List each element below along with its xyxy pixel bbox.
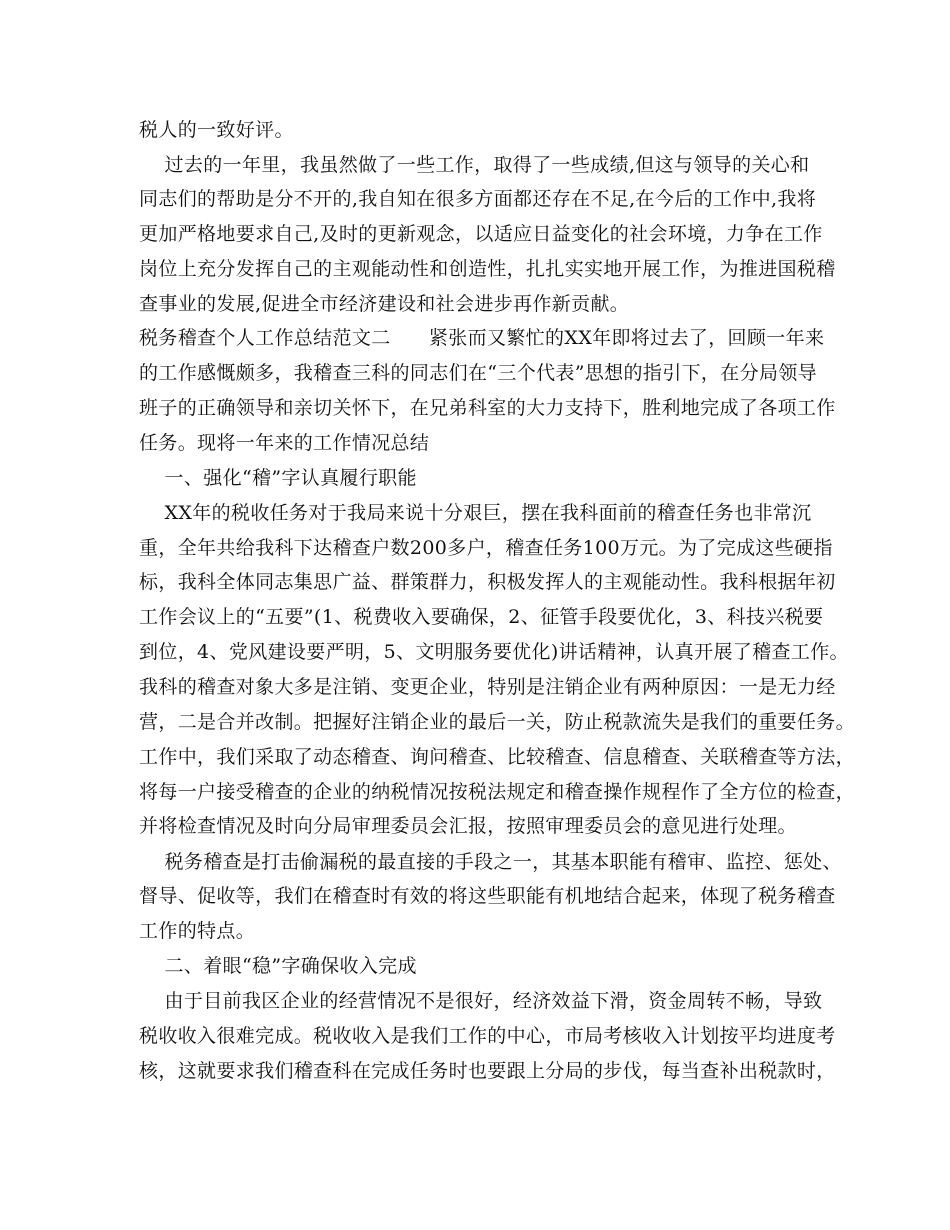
text-line: 督导、促收等，我们在稽查时有效的将这些职能有机地结合起来，体现了税务稽查 [139, 885, 836, 907]
text-line: 任务。现将一年来的工作情况总结 [139, 432, 430, 454]
section-heading-line: 税务稽查个人工作总结范文二 紧张而又繁忙的XX年即将过去了，回顾一年来 [139, 327, 825, 349]
text-line: 重，全年共给我科下达稽查户数200多户，稽查任务100万元。为了完成这些硬指 [139, 537, 833, 559]
text-line: 查事业的发展,促进全市经济建设和社会进步再作新贡献。 [139, 293, 630, 315]
text-line: 班子的正确领导和亲切关怀下，在兄弟科室的大力支持下，胜利地完成了各项工作 [139, 397, 836, 419]
text-line: 税人的一致好评。 [139, 119, 294, 141]
text-line: 同志们的帮助是分不开的,我自知在很多方面都还存在不足,在今后的工作中,我将 [139, 188, 817, 210]
text-line: 过去的一年里，我虽然做了一些工作，取得了一些成绩,但这与领导的关心和 [139, 154, 810, 176]
text-line: 工作会议上的“五要”(1、税费收入要确保，2、征管手段要优化，3、科技兴税要 [139, 606, 824, 628]
text-line: 到位，4、党风建设要严明，5、文明服务要优化)讲话精神，认真开展了稽查工作。 [139, 641, 849, 663]
text-line: 工作的特点。 [139, 920, 256, 942]
text-line: 岗位上充分发挥自己的主观能动性和创造性，扎扎实实地开展工作，为推进国税稽 [139, 258, 836, 280]
subheading-line: 一、强化“稽”字认真履行职能 [139, 467, 417, 489]
text-line: XX年的税收任务对于我局来说十分艰巨，摆在我科面前的稽查任务也非常沉 [139, 502, 812, 524]
text-line: 营，二是合并改制。把握好注销企业的最后一关，防止税款流失是我们的重要任务。 [139, 711, 855, 733]
text-line: 由于目前我区企业的经营情况不是很好，经济效益下滑，资金周转不畅，导致 [139, 990, 823, 1012]
text-line: 税务稽查是打击偷漏税的最直接的手段之一，其基本职能有稽审、监控、惩处、 [139, 851, 842, 873]
text-line: 工作中，我们采取了动态稽查、询问稽查、比较稽查、信息稽查、关联稽查等方法， [139, 746, 855, 768]
text-line: 更加严格地要求自己,及时的更新观念，以适应日益变化的社会环境，力争在工作 [139, 223, 823, 245]
text-line: 将每一户接受稽查的企业的纳税情况按税法规定和稽查操作规程作了全方位的检查， [139, 781, 855, 803]
text-line: 核，这就要求我们稽查科在完成任务时也要跟上分局的步伐，每当查补出税款时， [139, 1060, 836, 1082]
text-line: 税收收入很难完成。税收收入是我们工作的中心，市局考核收入计划按平均进度考 [139, 1025, 836, 1047]
text-line: 的工作感慨颇多，我稽查三科的同志们在“三个代表”思想的指引下，在分局领导 [139, 362, 818, 384]
text-line: 标，我科全体同志集思广益、群策群力，积极发挥人的主观能动性。我科根据年初 [139, 571, 836, 593]
text-line: 我科的稽查对象大多是注销、变更企业，特别是注销企业有两种原因：一是无力经 [139, 676, 836, 698]
text-line: 并将检查情况及时向分局审理委员会汇报，按照审理委员会的意见进行处理。 [139, 815, 797, 837]
subheading-line: 二、着眼“稳”字确保收入完成 [139, 955, 417, 977]
